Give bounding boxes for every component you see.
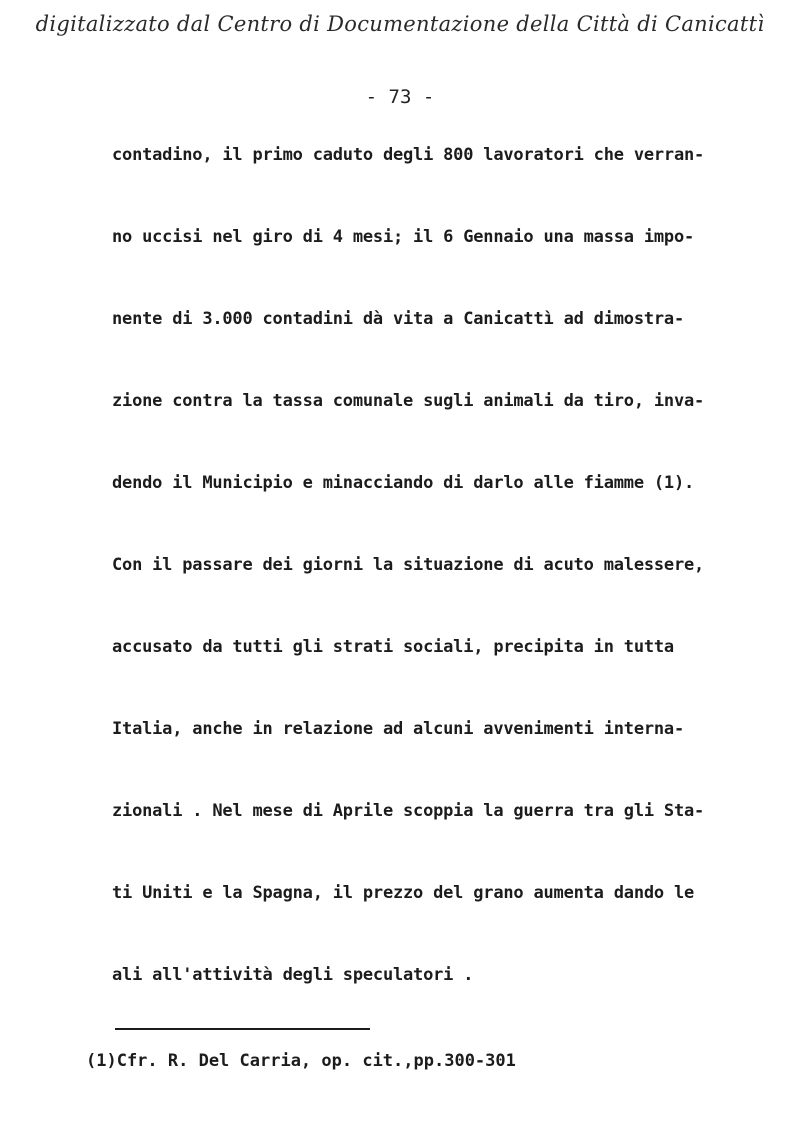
- text-line: ti Uniti e la Spagna, il prezzo del grano aumenta dando le: [112, 883, 695, 903]
- page-number: - 73 -: [365, 86, 435, 108]
- text-line: Con il passare dei giorni la situazione di acuto malessere,: [112, 555, 705, 575]
- digitization-watermark: digitalizzato dal Centro di Documentazione della Città di Canicattì: [35, 12, 765, 36]
- footnote-separator: [115, 1028, 370, 1030]
- text-line: no uccisi nel giro di 4 mesi; il 6 Gennaio una massa impo-: [112, 227, 695, 247]
- body-text: [112, 140, 772, 1042]
- text-line: zione contra la tassa comunale sugli animali da tiro, inva-: [112, 391, 705, 411]
- footnote: (1)Cfr. R. Del Carria, op. cit.,pp.300-301: [86, 1051, 516, 1071]
- text-line: dendo il Municipio e minacciando di darlo alle fiamme (1).: [112, 473, 695, 493]
- text-line: ali all'attività degli speculatori .: [112, 965, 474, 985]
- text-line: nente di 3.000 contadini dà vita a Canicattì ad dimostra-: [112, 309, 684, 329]
- text-line: Italia, anche in relazione ad alcuni avvenimenti interna-: [112, 719, 684, 739]
- text-line: zionali . Nel mese di Aprile scoppia la guerra tra gli Sta-: [112, 801, 705, 821]
- text-line: contadino, il primo caduto degli 800 lavoratori che verran-: [112, 145, 705, 165]
- text-line: accusato da tutti gli strati sociali, precipita in tutta: [112, 637, 674, 657]
